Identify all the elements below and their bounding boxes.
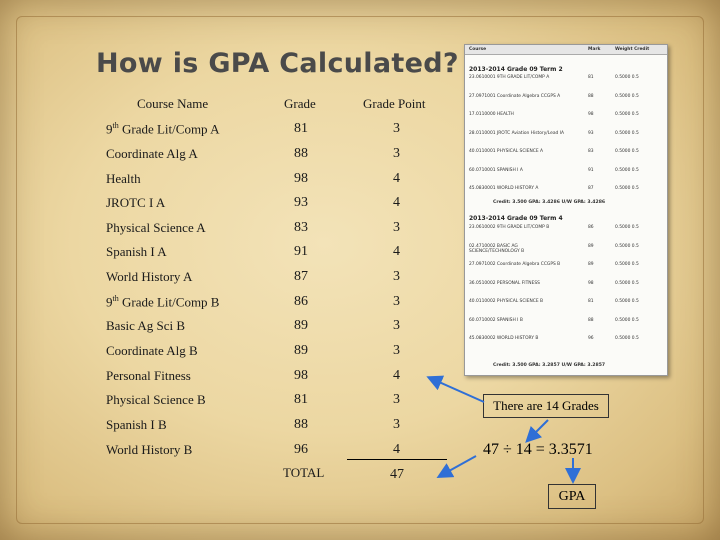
course-grade-point: 4	[393, 244, 400, 259]
transcript-course: 40.0110002 PHYSICAL SCIENCE B	[469, 299, 544, 304]
transcript-credit: 0.5000 0.5	[615, 262, 639, 267]
course-grade-point: 3	[393, 343, 400, 358]
transcript-mark: 87	[588, 186, 594, 191]
transcript-credit: 0.5000 0.5	[615, 75, 639, 80]
transcript-course: 45.0830002 WORLD HISTORY B	[469, 336, 539, 341]
course-name: Spanish I B	[106, 417, 167, 432]
transcript-mark: 93	[588, 130, 594, 136]
transcript-header-credit: Weight Credit	[615, 47, 650, 52]
transcript-term-4: 2013-2014 Grade 09 Term 4	[469, 215, 563, 222]
course-grade-point: 3	[393, 146, 400, 161]
transcript-credit: 0.5000 0.5	[615, 280, 639, 286]
course-name: Physical Science B	[106, 392, 206, 407]
arrow-to-calculation-icon	[528, 420, 548, 440]
transcript-mark: 91	[588, 167, 594, 173]
header-grade-point: Grade Point	[363, 96, 426, 111]
transcript-course: 23.0610002 9TH GRADE LIT/COMP B	[469, 225, 550, 230]
course-grade-point: 3	[393, 121, 400, 136]
course-name: 9th Grade Lit/Comp B	[106, 294, 220, 310]
total-label: TOTAL	[283, 465, 325, 480]
course-grade-point: 3	[393, 318, 400, 333]
course-grade: 89	[294, 343, 308, 358]
transcript-term-3-summary: Credit: 3.500 GPA: 3.4286 U/W GPA: 3.4286	[493, 200, 606, 205]
transcript-credit: 0.5000 0.5	[615, 243, 639, 249]
course-grade: 81	[294, 121, 308, 136]
course-grade: 89	[294, 318, 308, 333]
transcript-credit: 0.5000 0.5	[615, 225, 639, 230]
total-value: 47	[390, 467, 404, 482]
gpa-label-box: GPA	[548, 484, 596, 509]
course-grade: 83	[294, 220, 308, 235]
transcript-mark: 86	[588, 225, 594, 230]
course-grade-point: 4	[393, 171, 400, 186]
course-name: Spanish I A	[106, 244, 167, 259]
transcript-mark: 96	[588, 336, 594, 341]
course-grade-point: 3	[393, 269, 400, 284]
course-grade-point: 4	[393, 368, 400, 383]
transcript-credit: 0.5000 0.5	[615, 112, 639, 117]
transcript-header-course: Course	[469, 47, 487, 52]
course-grade-point: 4	[393, 442, 400, 457]
course-grade-point: 3	[393, 417, 400, 432]
arrow-to-total-icon	[440, 456, 476, 476]
transcript-term-3: 2013-2014 Grade 09 Term 2	[469, 66, 563, 73]
transcript-mark: 89	[588, 262, 594, 267]
course-name: 9th Grade Lit/Comp A	[106, 121, 220, 137]
course-name: Physical Science A	[106, 220, 206, 235]
transcript-mark: 98	[588, 280, 594, 286]
gpa-calculation: 47 ÷ 14 = 3.3571	[483, 441, 593, 458]
transcript-course: 17.0110000 HEALTH	[469, 112, 514, 117]
transcript-course: 60.0710001 SPANISH I A	[469, 167, 523, 173]
course-grade: 87	[294, 269, 308, 284]
course-grade-point: 3	[393, 220, 400, 235]
course-grade: 88	[294, 146, 308, 161]
course-name: Coordinate Alg A	[106, 146, 198, 161]
transcript-credit: 0.5000 0.5	[615, 186, 639, 191]
transcript-course: 23.0610001 9TH GRADE LIT/COMP A	[469, 75, 550, 80]
header-course-name: Course Name	[137, 96, 209, 111]
transcript-header-mark: Mark	[588, 47, 601, 52]
transcript-course: 27.0971001 Coordinate Algebra CCGPS A	[469, 93, 561, 99]
slide-title: How is GPA Calculated?	[96, 48, 459, 79]
course-grade: 98	[294, 368, 308, 383]
transcript-course: 27.0971002 Coordinate Algebra CCGPS B	[469, 262, 561, 267]
transcript-mark: 88	[588, 317, 594, 323]
transcript-credit: 0.5000 0.5	[615, 317, 639, 323]
course-name: World History B	[106, 442, 193, 457]
course-grade: 93	[294, 195, 308, 210]
transcript-mark: 89	[588, 243, 594, 249]
header-grade: Grade	[284, 96, 316, 111]
transcript-course: 45.0830001 WORLD HISTORY A	[469, 186, 539, 191]
transcript-credit: 0.5000 0.5	[615, 149, 639, 154]
transcript-credit: 0.5000 0.5	[615, 167, 639, 173]
course-name: Coordinate Alg B	[106, 343, 198, 358]
course-name: Basic Ag Sci B	[106, 318, 186, 333]
transcript-mark: 88	[588, 93, 594, 99]
transcript-course: 28.0110001 JROTC Aviation History/Lead IA	[469, 130, 565, 136]
transcript-course: 60.0710002 SPANISH I B	[469, 317, 523, 323]
transcript-credit: 0.5000 0.5	[615, 299, 639, 304]
transcript-mark: 83	[588, 149, 594, 154]
transcript-course: 40.0110001 PHYSICAL SCIENCE A	[469, 149, 544, 154]
course-grade-point: 3	[393, 392, 400, 407]
transcript-mark: 81	[588, 299, 594, 304]
course-grade-point: 3	[393, 294, 400, 309]
course-grade: 91	[294, 244, 308, 259]
grade-count-callout: There are 14 Grades	[483, 394, 609, 418]
course-grade-point: 4	[393, 195, 400, 210]
course-grade: 88	[294, 417, 308, 432]
transcript-credit: 0.5000 0.5	[615, 130, 639, 136]
course-grade: 81	[294, 392, 308, 407]
transcript-term-4-summary: Credit: 3.500 GPA: 3.2857 U/W GPA: 3.2857	[493, 363, 606, 368]
transcript-credit: 0.5000 0.5	[615, 93, 639, 99]
transcript-mark: 81	[588, 75, 594, 80]
transcript-course: 02.4710002 BASIC AG SCIENCE/TECHNOLOGY B	[469, 243, 525, 254]
course-name: Personal Fitness	[106, 368, 191, 383]
course-name: JROTC I A	[106, 195, 166, 210]
transcript-course: 36.0510002 PERSONAL FITNESS	[469, 280, 540, 286]
course-grade: 98	[294, 171, 308, 186]
course-grade: 96	[294, 442, 308, 457]
transcript-mark: 98	[588, 112, 594, 117]
course-grade: 86	[294, 294, 308, 309]
course-name: Health	[106, 171, 141, 186]
transcript-credit: 0.5000 0.5	[615, 336, 639, 341]
course-name: World History A	[106, 269, 193, 284]
arrow-to-transcript-icon	[430, 378, 484, 402]
